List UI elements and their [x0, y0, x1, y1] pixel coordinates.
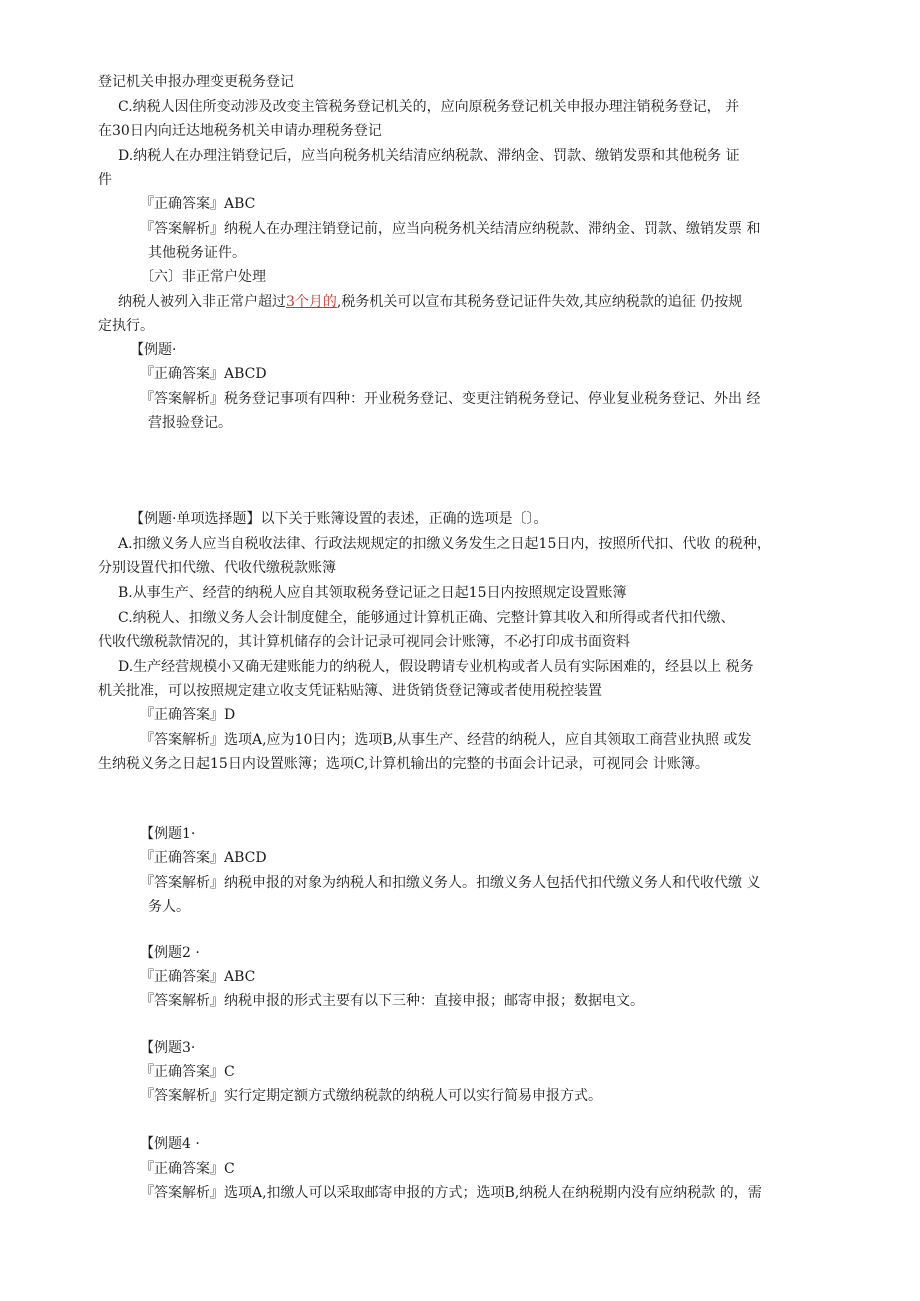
answer-explanation: 『答案解析』纳税申报的对象为纳税人和扣缴义务人。扣缴义务人包括代扣代缴义务人和代收代缴 义 [140, 875, 761, 891]
option-a: A.扣缴义务人应当自税收法律、行政法规规定的扣缴义务发生之日起15日内，按照所代扣、代收 的税种， [118, 536, 771, 552]
paragraph-line [118, 292, 742, 312]
section-heading: 〔六〕非正常户处理 [140, 269, 266, 285]
text-line: 代收代缴税款情况的，其计算机储存的会计记录可视同会计账簿，不必打印成书面资料 [98, 634, 630, 650]
answer-explanation: 『答案解析』选项A,扣缴人可以采取邮寄申报的方式；选项B,纳税人在纳税期内没有应纳税款 的，需 [140, 1185, 762, 1201]
text-line: 机关批准，可以按照规定建立收支凭证粘贴簿、进货销货登记簿或者使用税控装置 [98, 683, 602, 699]
text-line: 定执行。 [98, 318, 154, 334]
correct-answer: 『正确答案』D [140, 707, 236, 723]
text-line: 登记机关申报办理变更税务登记 [98, 74, 294, 90]
option-b: B.从事生产、经营的纳税人应自其领取税务登记证之日起15日内按照规定设置账簿 [118, 585, 627, 601]
example-heading: 【例题·单项选择题】以下关于账簿设置的表述，正确的选项是〔〕。 [130, 511, 548, 527]
example-heading: 【例题· [130, 342, 177, 358]
text-line: 件 [98, 172, 112, 188]
correct-answer: 『正确答案』C [140, 1064, 235, 1080]
option-c: C.纳税人因住所变动涉及改变主管税务登记机关的，应向原税务登记机关申报办理注销税务登记， 并 [118, 99, 740, 115]
highlighted-text: 3个月的 [286, 294, 337, 310]
paragraph-text: ,税务机关可以宣布其税务登记证件失效,其应纳税款的追征 仍按规 [336, 294, 743, 310]
answer-explanation: 『答案解析』纳税人在办理注销登记前，应当向税务机关结清应纳税款、滞纳金、罚款、缴销发票 和 [140, 221, 761, 237]
example-heading: 【例题2 · [140, 945, 200, 961]
paragraph-text: 纳税人被列入非正常户超过 [118, 294, 286, 310]
option-c: C.纳税人、扣缴义务人会计制度健全，能够通过计算机正确、完整计算其收入和所得或者代扣代缴、 [118, 610, 735, 626]
example-heading: 【例题1· [140, 826, 196, 842]
option-d: D.纳税人在办理注销登记后，应当向税务机关结清应纳税款、滞纳金、罚款、缴销发票和其他税务 证 [118, 148, 740, 164]
text-line: 营报验登记。 [148, 415, 232, 431]
text-line: 分别设置代扣代缴、代收代缴税款账簿 [98, 560, 336, 576]
text-line: 在30日内向迁达地税务机关申请办理税务登记 [98, 123, 382, 139]
correct-answer: 『正确答案』ABC [140, 196, 256, 212]
text-line: 其他税务证件。 [148, 245, 246, 261]
example-heading: 【例题3· [140, 1040, 196, 1056]
correct-answer: 『正确答案』ABCD [140, 366, 267, 382]
correct-answer: 『正确答案』ABC [140, 969, 256, 985]
answer-explanation: 『答案解析』纳税申报的形式主要有以下三种：直接申报；邮寄申报；数据电文。 [140, 993, 644, 1009]
example-heading: 【例题4 · [140, 1136, 200, 1152]
answer-explanation: 『答案解析』实行定期定额方式缴纳税款的纳税人可以实行简易申报方式。 [140, 1088, 602, 1104]
correct-answer: 『正确答案』C [140, 1161, 235, 1177]
correct-answer: 『正确答案』ABCD [140, 850, 267, 866]
text-line: 生纳税义务之日起15日内设置账簿；选项C,计算机输出的完整的书面会计记录，可视同会 计账簿。 [98, 756, 709, 772]
answer-explanation: 『答案解析』选项A,应为10日内；选项B,从事生产、经营的纳税人，应自其领取工商营业执照 或发 [140, 732, 752, 748]
option-d: D.生产经营规模小又确无建账能力的纳税人，假设聘请专业机构或者人员有实际困难的，经县以上 税务 [118, 659, 754, 675]
answer-explanation: 『答案解析』税务登记事项有四种：开业税务登记、变更注销税务登记、停业复业税务登记、外出 经 [140, 391, 761, 407]
text-line: 务人。 [148, 899, 190, 915]
